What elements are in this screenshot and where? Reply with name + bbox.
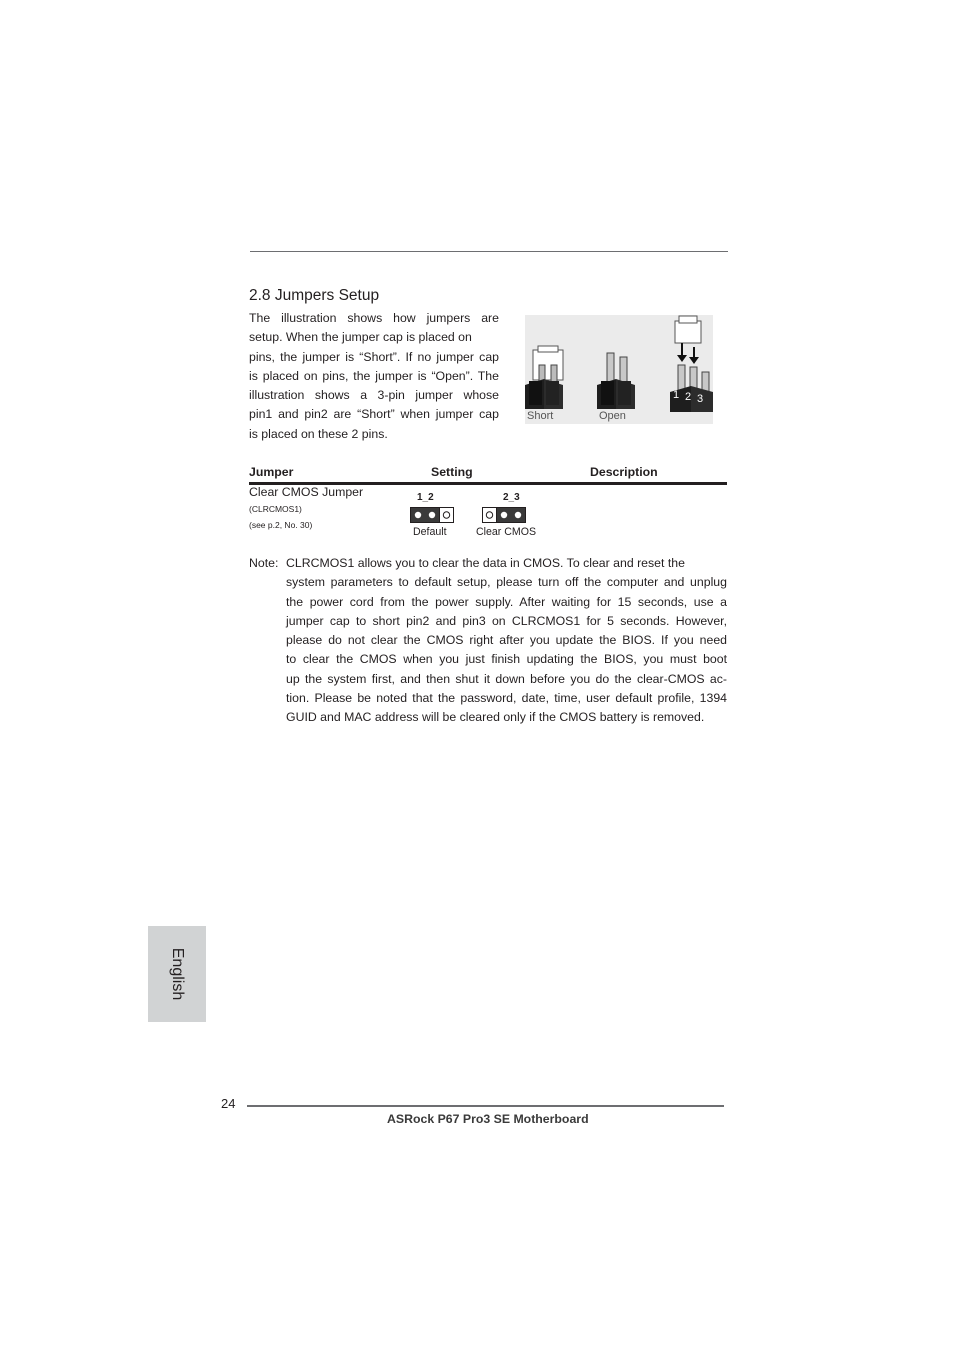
pin-number: 2 bbox=[685, 391, 692, 403]
note-line: to clear the CMOS when you just finish updating the BIOS, you must boot bbox=[286, 652, 727, 667]
section-title: 2.8 Jumpers Setup bbox=[249, 287, 380, 304]
intro-line: setup. When the jumper cap is placed on bbox=[249, 330, 472, 345]
intro-line: is placed on these 2 pins. bbox=[249, 426, 388, 441]
top-rule bbox=[250, 251, 728, 252]
clear-cmos-caption: Clear CMOS bbox=[476, 526, 537, 538]
default-jumper-diagram bbox=[410, 507, 454, 528]
footer-rule bbox=[247, 1105, 724, 1107]
language-tab bbox=[148, 926, 206, 1022]
jumper-reference: (see p.2, No. 30) bbox=[249, 520, 313, 530]
jumper-id: (CLRCMOS1) bbox=[249, 504, 302, 514]
note-line: system parameters to default setup, please turn off the computer and unplug bbox=[286, 575, 727, 590]
note-paragraph bbox=[286, 554, 727, 728]
jumper-name: Clear CMOS Jumper bbox=[249, 485, 364, 499]
language-label: English bbox=[169, 947, 186, 1001]
note-line: GUID and MAC address will be cleared only if the CMOS battery is removed. bbox=[286, 710, 705, 725]
intro-line: is placed on pins, the jumper is “Open”. The bbox=[249, 368, 499, 383]
header-jumper: Jumper bbox=[249, 465, 294, 479]
note-label: Note: bbox=[249, 556, 279, 570]
note-line: CLRCMOS1 allows you to clear the data in CMOS. To clear and reset the bbox=[286, 556, 685, 570]
pin-number: 3 bbox=[697, 393, 704, 405]
note-line: jumper cap to short pin2 and pin3 on CLRCMOS1 for 5 seconds. However, bbox=[286, 613, 727, 628]
clear-cmos-jumper-diagram bbox=[482, 507, 526, 528]
short-jumper-figure bbox=[525, 346, 563, 409]
pin-number: 1 bbox=[673, 389, 680, 401]
note-line: tion. Please be noted that the password, date, time, user default profile, 1394 bbox=[286, 691, 727, 706]
jumper-illustration bbox=[525, 315, 713, 424]
default-pins-label: 1_2 bbox=[417, 492, 434, 503]
intro-line: pins, the jumper is “Short”. If no jumper cap bbox=[249, 349, 499, 364]
header-description: Description bbox=[590, 465, 658, 479]
short-label: Short bbox=[527, 410, 554, 422]
note-line: please do not clear the CMOS right after you update the BIOS. If you need bbox=[286, 633, 727, 648]
header-setting: Setting bbox=[431, 465, 473, 479]
page-number: 24 bbox=[221, 1096, 236, 1111]
note-line: the power cord from the power supply. After waiting for 15 seconds, use a bbox=[286, 594, 727, 609]
intro-line: illustration shows a 3-pin jumper whose bbox=[249, 388, 499, 403]
open-label: Open bbox=[599, 410, 626, 422]
intro-paragraph bbox=[249, 309, 499, 444]
intro-line: pin1 and pin2 are “Short” when jumper cap bbox=[249, 407, 499, 422]
intro-line: The illustration shows how jumpers are bbox=[249, 311, 499, 325]
default-caption: Default bbox=[413, 526, 447, 538]
clear-pins-label: 2_3 bbox=[503, 492, 520, 503]
open-jumper-figure bbox=[597, 353, 635, 409]
note-line: up the system first, and then shut it down before you do the clear-CMOS ac- bbox=[286, 671, 727, 686]
footer-product: ASRock P67 Pro3 SE Motherboard bbox=[387, 1112, 589, 1126]
